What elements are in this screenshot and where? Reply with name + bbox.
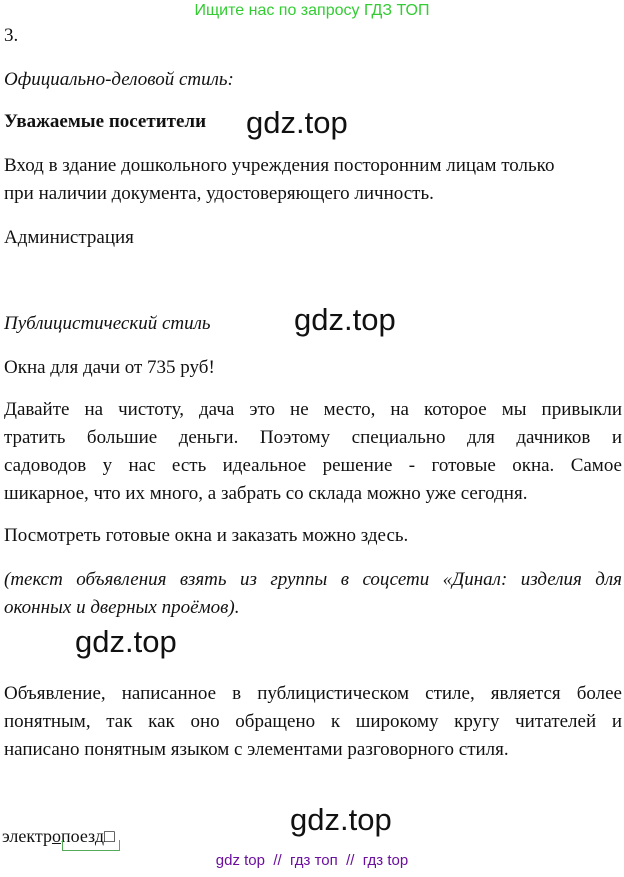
watermark: gdz.top	[75, 624, 177, 659]
notice-title: Уважаемые посетители	[4, 111, 207, 132]
source-note-line-1: (текст объявления взять из группы в соцсети «Динал: изделия для	[4, 569, 622, 590]
root-bracket-mark	[62, 840, 120, 851]
conclusion-line-1: Объявление, написанное в публицистическом стиле, является более	[4, 683, 622, 704]
watermark: gdz.top	[294, 302, 396, 337]
notice-signature: Администрация	[4, 227, 134, 248]
watermark: gdz.top	[246, 105, 348, 140]
ad-call-to-action: Посмотреть готовые окна и заказать можно здесь.	[4, 525, 409, 546]
task-number: 3.	[4, 25, 19, 46]
ad-paragraph-line-3: садоводов у нас есть идеальное решение - готовые окна. Самое	[4, 455, 622, 476]
publicistic-style-heading: Публицистический стиль	[4, 313, 211, 334]
official-style-heading: Официально-деловой стиль:	[4, 69, 234, 90]
watermark: gdz.top	[290, 802, 392, 837]
conclusion-line-2: понятным, так как оно обращено к широкому кругу читателей и	[4, 711, 622, 732]
conclusion-line-3: написано понятным языком с элементами разговорного стиля.	[4, 739, 509, 760]
notice-body-line-2: при наличии документа, удостоверяющего личность.	[4, 183, 434, 204]
footer-watermark: gdz top // гдз топ // гдз top	[215, 852, 409, 869]
word-root-part: поезд	[60, 826, 104, 846]
ending-box-symbol: □	[103, 826, 115, 846]
source-note-line-2: оконных и дверных проёмов).	[4, 597, 240, 618]
word-prefix-part: электр	[2, 826, 52, 846]
ad-headline: Окна для дачи от 735 руб!	[4, 357, 215, 378]
word-connecting-vowel: о	[51, 826, 61, 846]
notice-body-line-1: Вход в здание дошкольного учреждения посторонним лицам только	[4, 155, 555, 176]
ad-paragraph-line-2: тратить большие деньги. Поэтому специально для дачников и	[4, 427, 622, 448]
ad-paragraph-line-4: шикарное, что их много, а забрать со склада можно уже сегодня.	[4, 483, 528, 504]
ad-paragraph-line-1: Давайте на чистоту, дача это не место, на которое мы привыкли	[4, 399, 622, 420]
top-banner: Ищите нас по запросу ГДЗ ТОП	[194, 2, 430, 19]
